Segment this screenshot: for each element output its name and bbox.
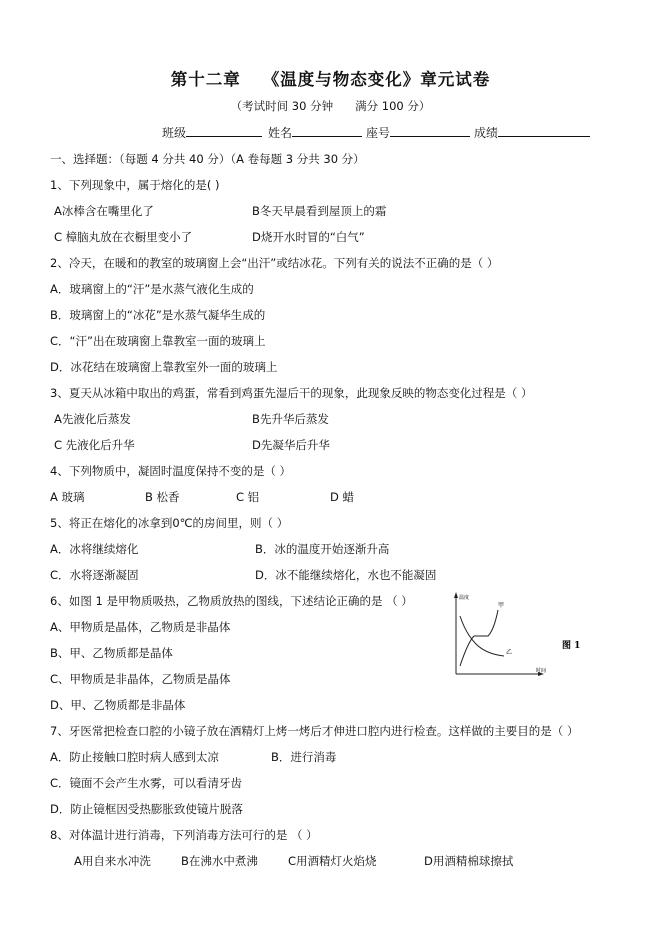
figure-caption: 图 1 — [562, 641, 581, 651]
q5-option-b[interactable]: B．冰的温度开始逐渐升高 — [255, 542, 390, 556]
question-3: 3、夏天从冰箱中取出的鸡蛋，常看到鸡蛋先湿后干的现象，此现象反映的物态变化过程是（ ） — [50, 386, 533, 400]
grade-label: 成绩 — [474, 126, 499, 140]
question-4: 4、下列物质中，凝固时温度保持不变的是（ ） — [50, 464, 291, 478]
exam-subtitle — [0, 98, 661, 114]
q4-option-d[interactable]: D 蜡 — [330, 490, 355, 504]
q4-option-c[interactable]: C 铝 — [236, 490, 260, 504]
seat-label: 座号 — [366, 126, 391, 140]
exam-title — [0, 66, 661, 90]
q2-option-d[interactable]: D．冰花结在玻璃窗上靠教室外一面的玻璃上 — [50, 360, 278, 374]
curve-jia-label: 甲 — [498, 602, 505, 609]
q3-option-d[interactable]: D先凝华后升华 — [252, 438, 330, 452]
exam-time: （考试时间 30 分钟 — [230, 99, 334, 113]
q7-option-b[interactable]: B．进行消毒 — [271, 750, 337, 764]
q6-option-a[interactable]: A、甲物质是晶体，乙物质是非晶体 — [50, 620, 231, 634]
q5-option-d[interactable]: D．冰不能继续熔化，水也不能凝固 — [255, 568, 437, 582]
seat-blank[interactable] — [390, 124, 470, 137]
q8-option-d[interactable]: D用酒精棉球擦拭 — [424, 854, 514, 868]
section-heading: 一、选择题：（每题 4 分共 40 分）（A 卷每题 3 分共 30 分） — [50, 152, 365, 166]
y-axis-arrow — [454, 592, 458, 598]
q2-option-b[interactable]: B．玻璃窗上的“冰花”是水蒸气凝华生成的 — [50, 308, 266, 322]
question-6: 6、如图 1 是甲物质吸热，乙物质放热的图线，下述结论正确的是 （ ） — [50, 594, 413, 608]
q1-option-c[interactable]: C 樟脑丸放在衣橱里变小了 — [54, 230, 193, 244]
name-label: 姓名 — [268, 126, 293, 140]
q4-option-b[interactable]: B 松香 — [145, 490, 180, 504]
class-label: 班级 — [162, 126, 187, 140]
question-5: 5、将正在熔化的冰拿到0℃的房间里，则（ ） — [50, 516, 289, 530]
q8-option-a[interactable]: A用自来水冲洗 — [74, 854, 151, 868]
q6-option-d[interactable]: D、甲、乙物质都是非晶体 — [50, 698, 186, 712]
question-7: 7、牙医常把检查口腔的小镜子放在酒精灯上烤一烤后才伸进口腔内进行检查。这样做的主要目的是（ ） — [50, 724, 579, 738]
question-1: 1、下列现象中，属于熔化的是( ) — [50, 178, 220, 192]
question-8: 8、对体温计进行消毒，下列消毒方法可行的是 （ ） — [50, 828, 318, 842]
q2-option-a[interactable]: A．玻璃窗上的“汗”是水蒸气液化生成的 — [50, 282, 254, 296]
curve-yi-label: 乙 — [506, 649, 513, 656]
q1-option-a[interactable]: A冰棒含在嘴里化了 — [54, 204, 154, 218]
grade-blank[interactable] — [498, 124, 590, 137]
q3-option-a[interactable]: A先液化后蒸发 — [54, 412, 131, 426]
question-2: 2、冷天，在暖和的教室的玻璃窗上会“出汗”或结冰花。下列有关的说法不正确的是（ ） — [50, 256, 499, 270]
student-info-row — [162, 124, 590, 141]
name-blank[interactable] — [292, 124, 362, 137]
q3-option-c[interactable]: C 先液化后升华 — [54, 438, 135, 452]
curve-jia — [460, 610, 498, 666]
q1-option-b[interactable]: B冬天早晨看到屋顶上的霜 — [252, 204, 387, 218]
chapter-label: 第十二章 — [170, 70, 241, 89]
class-blank[interactable] — [186, 124, 262, 137]
q7-option-d[interactable]: D．防止镜框因受热膨胀致使镜片脱落 — [50, 802, 243, 816]
q5-option-a[interactable]: A．冰将继续熔化 — [50, 542, 139, 556]
q1-option-d[interactable]: D烧开水时冒的“白气” — [252, 230, 365, 244]
figure-1-graph — [446, 590, 586, 680]
q6-option-c[interactable]: C、甲物质是非晶体，乙物质是晶体 — [50, 672, 231, 686]
y-axis-label: 温度 — [459, 595, 470, 601]
q4-option-a[interactable]: A 玻璃 — [50, 490, 85, 504]
title-text: 《温度与物态变化》章元试卷 — [262, 70, 491, 89]
x-axis-label: 时间 — [536, 668, 547, 674]
q2-option-c[interactable]: C．“汗”出在玻璃窗上靠教室一面的玻璃上 — [50, 334, 266, 348]
q3-option-b[interactable]: B先升华后蒸发 — [252, 412, 329, 426]
q7-option-a[interactable]: A．防止接触口腔时病人感到太凉 — [50, 750, 219, 764]
q8-option-b[interactable]: B在沸水中煮沸 — [181, 854, 258, 868]
q7-option-c[interactable]: C．镜面不会产生水雾，可以看清牙齿 — [50, 776, 243, 790]
q5-option-c[interactable]: C．水将逐渐凝固 — [50, 568, 139, 582]
q8-option-c[interactable]: C用酒精灯火焰烧 — [288, 854, 377, 868]
exam-score: 满分 100 分） — [355, 99, 431, 113]
q6-option-b[interactable]: B、甲、乙物质都是晶体 — [50, 646, 173, 660]
